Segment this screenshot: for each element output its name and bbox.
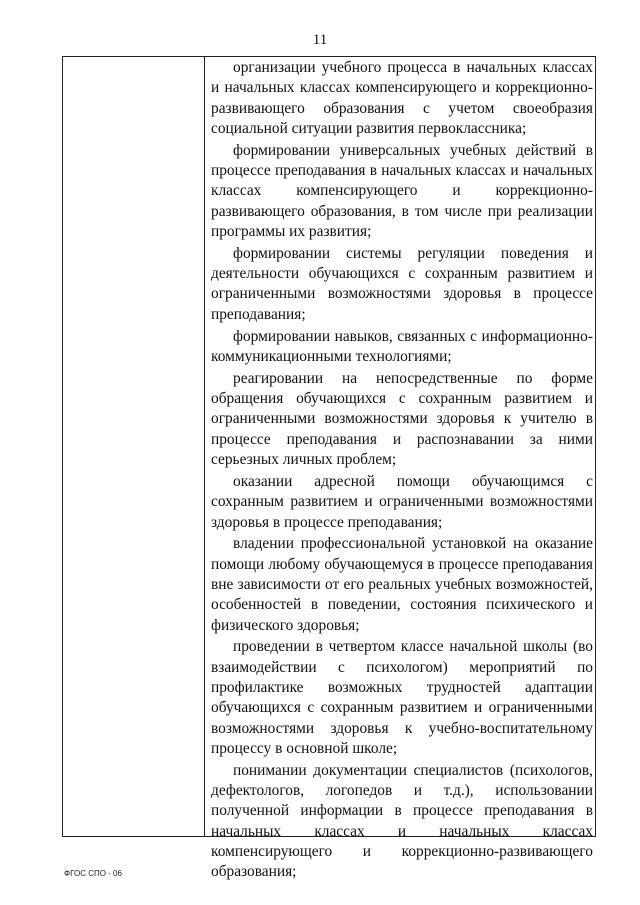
footer-document-code: ФГОС СПО - 06: [64, 869, 122, 878]
table-paragraph: реагировании на непосредственные по форме обращения обучающихся с сохранным развитием и ограниченными возможностями здоровья к учителю в процессе преподавания и распознавании за ними серьезных личных проблем;: [211, 369, 593, 469]
table-paragraph: формировании системы регуляции поведения и деятельности обучающихся с сохранным развитием и ограниченными возможностями здоровья в процессе преподавания;: [211, 244, 593, 323]
table-paragraph: проведении в четвертом классе начальной школы (во взаимодействии с психологом) мероприятий по профилактике возможных трудностей адаптации обучающихся с сохранным развитием и ограниченными возможностями здоровья к учебно-воспитательному процессу в основной школе;: [211, 638, 593, 757]
table-right-cell: [211, 58, 593, 884]
table-paragraph: понимании документации специалистов (психологов, дефектологов, логопедов и т.д.), использовании полученной информации в процессе преподавания в начальных классах и начальных классах компенсирующего и коррекционно-развивающего образования;: [211, 761, 593, 881]
table-paragraph: формировании навыков, связанных с информационно-коммуникационными технологиями;: [211, 327, 593, 365]
table-paragraph: формировании универсальных учебных действий в процессе преподавания в начальных классах и начальных классах компенсирующего и коррекционно-развивающего образования, в том числе при реализации программы их развития;: [211, 141, 593, 240]
table-paragraph: владении профессиональной установкой на оказание помощи любому обучающемуся в процессе преподавания вне зависимости от его реальных учебных возможностей, особенностей в поведении, состояния психического и физического здоровья;: [211, 535, 593, 634]
table-paragraph: организации учебного процесса в начальных классах и начальных классах компенсирующего и коррекционно-развивающего образования с учетом своеобразия социальной ситуации развития первоклассника;: [211, 59, 593, 137]
table-paragraph: оказании адресной помощи обучающимся с сохранным развитием и ограниченными возможностями здоровья в процессе преподавания;: [211, 472, 593, 531]
table-left-cell: [63, 57, 205, 836]
page-number: 11: [312, 32, 328, 48]
